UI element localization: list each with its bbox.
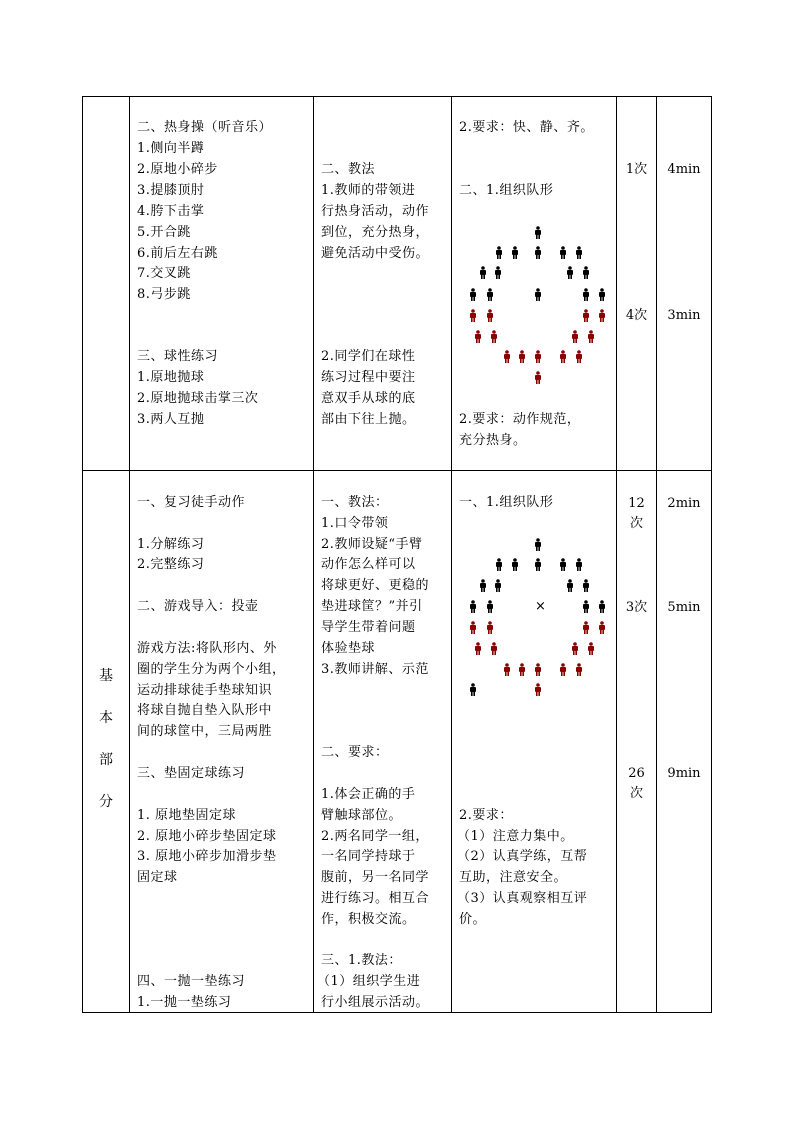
student-black-icon bbox=[470, 600, 476, 613]
teacher-method-line: 1.口令带领 bbox=[321, 516, 389, 531]
toss-item: 1.一抛一垫练习 bbox=[137, 995, 232, 1010]
fixed-item: 3. 原地小碎步加滑步垫 bbox=[137, 849, 277, 864]
student-red-icon bbox=[491, 330, 497, 343]
student-red-icon bbox=[588, 642, 594, 655]
org-req-line: （1）注意力集中。 bbox=[457, 829, 574, 844]
repetition-count: 3次 bbox=[625, 600, 648, 615]
student-black-icon bbox=[535, 246, 541, 259]
warmup-title: 二、热身操（听音乐） bbox=[137, 120, 273, 135]
game-line: 运动排球徒手垫球知识 bbox=[137, 683, 273, 698]
teacher-ball-line: 部由下往上抛。 bbox=[321, 412, 416, 427]
org-requirement: 2.要求：快、静、齐。 bbox=[459, 120, 594, 135]
student-red-icon bbox=[599, 309, 605, 322]
repetition-count: 26 次 bbox=[628, 766, 645, 801]
teacher-method-line: 体验垫球 bbox=[321, 641, 376, 656]
org-requirement-line: 2.要求：动作规范， bbox=[459, 412, 581, 427]
student-red-icon bbox=[583, 621, 589, 634]
game-line: 圈的学生分为两个小组， bbox=[137, 662, 286, 677]
warmup-item: 7.交叉跳 bbox=[137, 266, 191, 281]
teacher-method-title: 一、教法： bbox=[321, 495, 389, 510]
teacher-method-line: 将球更好、更稳的 bbox=[321, 578, 430, 593]
student-red-icon bbox=[470, 621, 476, 634]
formation-cross-mark: × bbox=[535, 599, 547, 614]
student-red-icon bbox=[535, 663, 541, 676]
student-black-icon bbox=[583, 288, 589, 301]
teacher-method-line: 动作怎么样可以 bbox=[321, 557, 416, 572]
repetition-count: 12 次 bbox=[628, 496, 645, 531]
org-req-line: （3）认真观察相互评 bbox=[457, 891, 588, 906]
student-black-icon bbox=[512, 558, 518, 571]
student-black-icon bbox=[480, 579, 486, 592]
student-red-icon bbox=[599, 621, 605, 634]
student-black-icon bbox=[599, 600, 605, 613]
fixed-item: 1. 原地垫固定球 bbox=[137, 808, 237, 823]
warmup-item: 8.弓步跳 bbox=[137, 287, 191, 302]
student-red-icon bbox=[588, 330, 594, 343]
org-req-title: 2.要求： bbox=[459, 808, 513, 823]
student-black-icon bbox=[576, 558, 582, 571]
toss-title: 四、一抛一垫练习 bbox=[137, 974, 246, 989]
teacher-req-line: 2.两名同学一组， bbox=[321, 829, 429, 844]
student-red-icon bbox=[560, 663, 566, 676]
student-red-icon bbox=[535, 371, 541, 384]
student-red-icon bbox=[535, 350, 541, 363]
teacher-req-line: 作，积极交流。 bbox=[321, 912, 416, 927]
student-black-icon bbox=[560, 246, 566, 259]
student-red-icon bbox=[572, 642, 578, 655]
teacher-ball-line: 2.同学们在球性 bbox=[321, 349, 416, 364]
game-line: 间的球筐中，三局两胜 bbox=[137, 724, 273, 739]
teacher-ball-line: 意双手从球的底 bbox=[321, 391, 416, 406]
teacher-method-line: 2.教师设疑“手臂 bbox=[321, 537, 423, 552]
student-black-icon bbox=[470, 288, 476, 301]
student-black-icon bbox=[470, 683, 476, 696]
duration: 5min bbox=[667, 600, 701, 615]
student-black-icon bbox=[496, 558, 502, 571]
teacher-method-line: 垫进球筐？”并引 bbox=[321, 599, 423, 614]
student-black-icon bbox=[583, 579, 589, 592]
warmup-item: 2.原地小碎步 bbox=[137, 162, 218, 177]
duration: 9min bbox=[667, 766, 701, 781]
warmup-item: 6.前后左右跳 bbox=[137, 246, 218, 261]
game-line: 游戏方法:将队形内、外 bbox=[137, 641, 277, 656]
teacher-req-line: 臂触球部位。 bbox=[321, 808, 403, 823]
game-title: 二、游戏导入：投壶 bbox=[137, 599, 259, 614]
student-red-icon bbox=[487, 621, 493, 634]
warmup-item: 1.侧向半蹲 bbox=[137, 141, 205, 156]
teacher-method3-line: 行小组展示活动。 bbox=[321, 995, 430, 1010]
student-red-icon bbox=[504, 663, 510, 676]
student-black-icon bbox=[487, 600, 493, 613]
teacher-method-line: 到位，充分热身， bbox=[321, 225, 430, 240]
review-item: 1.分解练习 bbox=[137, 537, 205, 552]
student-black-icon bbox=[535, 288, 541, 301]
student-black-icon bbox=[576, 246, 582, 259]
teacher-method-line: 1.教师的带领进 bbox=[321, 183, 416, 198]
game-line: 将球自抛自垫入队形中 bbox=[137, 703, 273, 718]
repetition-count: 1次 bbox=[625, 162, 648, 177]
teacher-method-title: 二、教法 bbox=[321, 162, 376, 177]
teacher-ball-line: 练习过程中要注 bbox=[321, 370, 416, 385]
student-black-icon bbox=[567, 579, 573, 592]
student-black-icon bbox=[512, 246, 518, 259]
repetition-count: 4次 bbox=[625, 308, 648, 323]
review-item: 2.完整练习 bbox=[137, 557, 205, 572]
student-red-icon bbox=[504, 350, 510, 363]
warmup-item: 3.提膝顶肘 bbox=[137, 183, 205, 198]
section-label-char: 分 bbox=[99, 794, 113, 810]
student-red-icon bbox=[470, 309, 476, 322]
student-black-icon bbox=[535, 558, 541, 571]
teacher-method-line: 避免活动中受伤。 bbox=[321, 246, 430, 261]
teacher-req-line: 腹前，另一名同学 bbox=[321, 870, 430, 885]
student-red-icon bbox=[560, 350, 566, 363]
teacher-method3-title: 三、1.教法： bbox=[321, 953, 402, 968]
student-black-icon bbox=[487, 288, 493, 301]
org-req-line: （2）认真学练，互帮 bbox=[457, 849, 588, 864]
teacher-method3-line: （1）组织学生进 bbox=[317, 974, 421, 989]
student-black-icon bbox=[480, 266, 486, 279]
student-red-icon bbox=[576, 350, 582, 363]
student-red-icon bbox=[491, 642, 497, 655]
org-req-line: 互助，注意安全。 bbox=[459, 870, 568, 885]
warmup-item: 4.胯下击掌 bbox=[137, 204, 205, 219]
teacher-req-title: 二、要求： bbox=[321, 745, 389, 760]
duration: 3min bbox=[667, 308, 701, 323]
student-red-icon bbox=[583, 309, 589, 322]
fixed-title: 三、垫固定球练习 bbox=[137, 766, 246, 781]
student-black-icon bbox=[583, 266, 589, 279]
student-black-icon bbox=[583, 600, 589, 613]
fixed-item: 2. 原地小碎步垫固定球 bbox=[137, 829, 277, 844]
student-black-icon bbox=[496, 246, 502, 259]
student-red-icon bbox=[576, 663, 582, 676]
teacher-method-line: 3.教师讲解、示范 bbox=[321, 662, 429, 677]
review-title: 一、复习徒手动作 bbox=[137, 495, 246, 510]
teacher-req-line: 进行练习。相互合 bbox=[321, 891, 430, 906]
student-black-icon bbox=[567, 266, 573, 279]
section-label-char: 本 bbox=[99, 710, 113, 726]
warmup-item: 5.开合跳 bbox=[137, 225, 191, 240]
section-label-char: 部 bbox=[99, 752, 113, 768]
student-red-icon bbox=[475, 330, 481, 343]
student-black-icon bbox=[535, 226, 541, 239]
student-red-icon bbox=[475, 642, 481, 655]
duration: 4min bbox=[667, 162, 701, 177]
org-formation-title: 二、1.组织队形 bbox=[459, 183, 554, 198]
student-black-icon bbox=[495, 579, 501, 592]
section-label-char: 基 bbox=[99, 668, 113, 684]
student-black-icon bbox=[535, 538, 541, 551]
student-red-icon bbox=[535, 683, 541, 696]
teacher-method-line: 导学生带着问题 bbox=[321, 620, 416, 635]
student-red-icon bbox=[487, 309, 493, 322]
ball-title: 三、球性练习 bbox=[137, 349, 219, 364]
org-requirement-line: 充分热身。 bbox=[459, 433, 527, 448]
teacher-req-line: 1.体会正确的手 bbox=[321, 787, 416, 802]
teacher-req-line: 一名同学持球于 bbox=[321, 849, 416, 864]
student-red-icon bbox=[519, 663, 525, 676]
ball-item: 1.原地抛球 bbox=[137, 370, 205, 385]
org-formation-title: 一、1.组织队形 bbox=[459, 495, 554, 510]
duration: 2min bbox=[667, 496, 701, 511]
fixed-item: 固定球 bbox=[137, 870, 178, 885]
org-req-line: 价。 bbox=[459, 912, 487, 927]
ball-item: 2.原地抛球击掌三次 bbox=[137, 391, 259, 406]
student-black-icon bbox=[599, 288, 605, 301]
student-red-icon bbox=[572, 330, 578, 343]
student-black-icon bbox=[560, 558, 566, 571]
ball-item: 3.两人互抛 bbox=[137, 412, 205, 427]
student-red-icon bbox=[519, 350, 525, 363]
teacher-method-line: 行热身活动，动作 bbox=[321, 204, 430, 219]
student-black-icon bbox=[495, 266, 501, 279]
